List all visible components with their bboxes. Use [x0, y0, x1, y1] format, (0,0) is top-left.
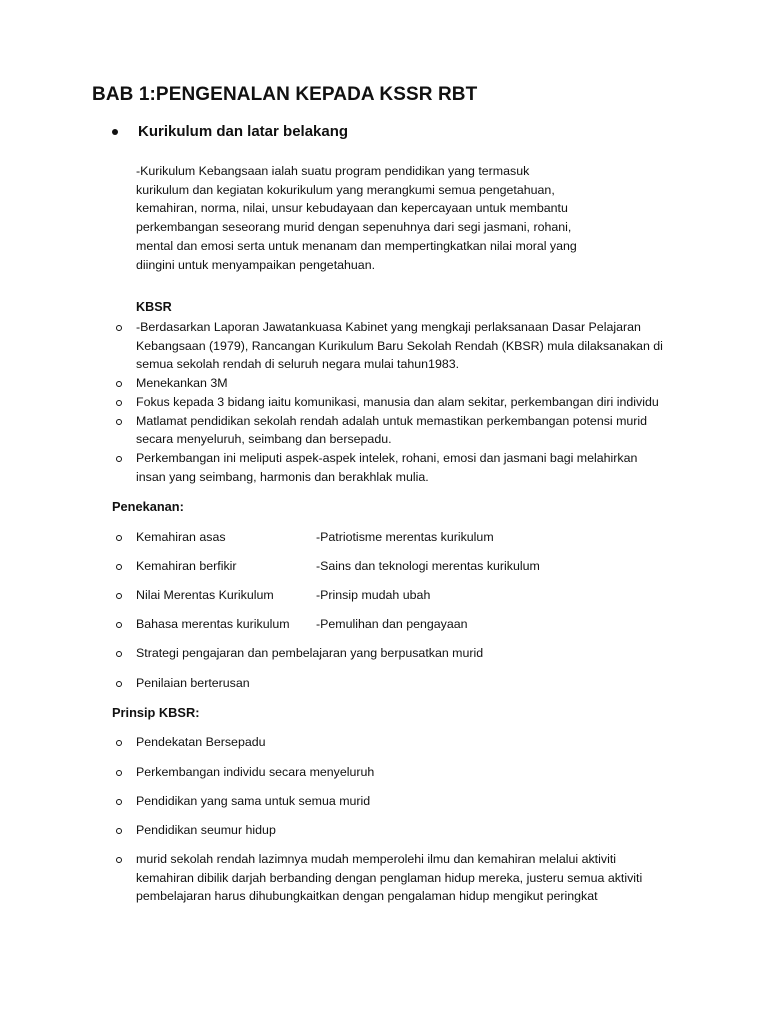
- list-item-line: Kebangsaan (1979), Rancangan Kurikulum Baru Sekolah Rendah (KBSR) mula dilaksanakan di: [136, 338, 663, 353]
- bullet-dot-icon: [112, 129, 118, 135]
- intro-paragraph: [136, 162, 696, 274]
- penekanan-right: -Sains dan teknologi merentas kurikulum: [316, 559, 540, 573]
- circle-bullet-icon: [116, 535, 122, 541]
- penekanan-left: Nilai Merentas Kurikulum: [136, 588, 274, 602]
- list-item-line: Matlamat pendidikan sekolah rendah adalah untuk memastikan perkembangan potensi murid: [136, 413, 648, 428]
- penekanan-right: -Patriotisme merentas kurikulum: [316, 530, 494, 544]
- paragraph-line: mental dan emosi serta untuk menanam dan mempertingkatkan nilai moral yang: [136, 238, 577, 253]
- penekanan-left: Bahasa merentas kurikulum: [136, 617, 290, 631]
- penekanan-row: [112, 615, 712, 633]
- circle-bullet-icon: [116, 456, 122, 462]
- circle-bullet-icon: [116, 325, 122, 331]
- list-item: [112, 393, 712, 412]
- paragraph-line: kurikulum dan kegiatan kokurikulum yang merangkumi semua pengetahuan,: [136, 182, 555, 197]
- paragraph-line: -Kurikulum Kebangsaan ialah suatu program pendidikan yang termasuk: [136, 164, 530, 178]
- kbsr-heading: KBSR: [136, 300, 172, 314]
- circle-bullet-icon: [116, 419, 122, 425]
- prinsip-row: [112, 792, 712, 810]
- penekanan-row: [112, 586, 712, 604]
- list-item-line: -Berdasarkan Laporan Jawatankuasa Kabinet yang mengkaji perlaksanaan Dasar Pelajaran: [136, 320, 641, 334]
- list-item: [112, 850, 712, 906]
- circle-bullet-icon: [116, 400, 122, 406]
- prinsip-heading: Prinsip KBSR:: [112, 705, 200, 720]
- prinsip-row: [112, 763, 712, 781]
- prinsip-item: Pendidikan yang sama untuk semua murid: [136, 794, 371, 808]
- penekanan-left: Strategi pengajaran dan pembelajaran yang berpusatkan murid: [136, 646, 484, 660]
- list-item: [112, 412, 712, 449]
- circle-bullet-icon: [116, 651, 122, 657]
- document-title: BAB 1:PENGENALAN KEPADA KSSR RBT: [92, 84, 478, 105]
- penekanan-row: [112, 644, 712, 662]
- list-item-line: Fokus kepada 3 bidang iaitu komunikasi, manusia dan alam sekitar, perkembangan diri individu: [136, 394, 659, 409]
- paragraph-line: perkembangan seseorang murid dengan sepenuhnya dari segi jasmani, rohani,: [136, 220, 572, 235]
- prinsip-item: Pendekatan Bersepadu: [136, 735, 266, 749]
- list-item-line: secara menyeluruh, seimbang dan bersepadu.: [136, 432, 392, 447]
- prinsip-list-long: [112, 850, 712, 906]
- list-item-line: insan yang seimbang, harmonis dan berakhlak mulia.: [136, 469, 429, 484]
- paragraph-line: diingini untuk menyampaikan pengetahuan.: [136, 257, 376, 272]
- penekanan-right: -Prinsip mudah ubah: [316, 588, 431, 602]
- penekanan-heading: Penekanan:: [112, 499, 184, 514]
- prinsip-row: [112, 733, 712, 751]
- list-item: [112, 318, 712, 374]
- list-item-line: Menekankan 3M: [136, 376, 228, 391]
- circle-bullet-icon: [116, 622, 122, 628]
- prinsip-row: [112, 821, 712, 839]
- circle-bullet-icon: [116, 799, 122, 805]
- penekanan-row: [112, 674, 712, 692]
- circle-bullet-icon: [116, 564, 122, 570]
- list-item-line: kemahiran dibilik darjah berbanding dengan penglaman hidup mereka, justeru semua aktiviti: [136, 870, 643, 885]
- circle-bullet-icon: [116, 770, 122, 776]
- circle-bullet-icon: [116, 857, 122, 863]
- section-heading-label: Kurikulum dan latar belakang: [138, 123, 349, 140]
- kbsr-list: [112, 318, 712, 486]
- penekanan-left: Penilaian berterusan: [136, 676, 250, 690]
- section-heading: [112, 123, 348, 140]
- circle-bullet-icon: [116, 681, 122, 687]
- penekanan-left: Kemahiran berfikir: [136, 559, 237, 573]
- circle-bullet-icon: [116, 593, 122, 599]
- list-item-line: murid sekolah rendah lazimnya mudah memperolehi ilmu dan kemahiran melalui aktiviti: [136, 852, 617, 866]
- penekanan-right: -Pemulihan dan pengayaan: [316, 617, 468, 631]
- penekanan-row: [112, 528, 712, 546]
- penekanan-row: [112, 557, 712, 575]
- prinsip-item: Pendidikan seumur hidup: [136, 823, 276, 837]
- paragraph-line: kemahiran, norma, nilai, unsur kebudayaan dan kepercayaan untuk membantu: [136, 201, 568, 216]
- list-item: [112, 374, 712, 393]
- circle-bullet-icon: [116, 828, 122, 834]
- prinsip-item: Perkembangan individu secara menyeluruh: [136, 765, 375, 779]
- penekanan-left: Kemahiran asas: [136, 530, 226, 544]
- list-item: [112, 449, 712, 486]
- circle-bullet-icon: [116, 381, 122, 387]
- circle-bullet-icon: [116, 740, 122, 746]
- list-item-line: semua sekolah rendah di seluruh negara mulai tahun1983.: [136, 357, 460, 372]
- list-item-line: pembelajaran harus dihubungkaitkan dengan pengalaman hidup mengikut peringkat: [136, 889, 598, 904]
- list-item-line: Perkembangan ini meliputi aspek-aspek intelek, rohani, emosi dan jasmani bagi melahirkan: [136, 450, 638, 465]
